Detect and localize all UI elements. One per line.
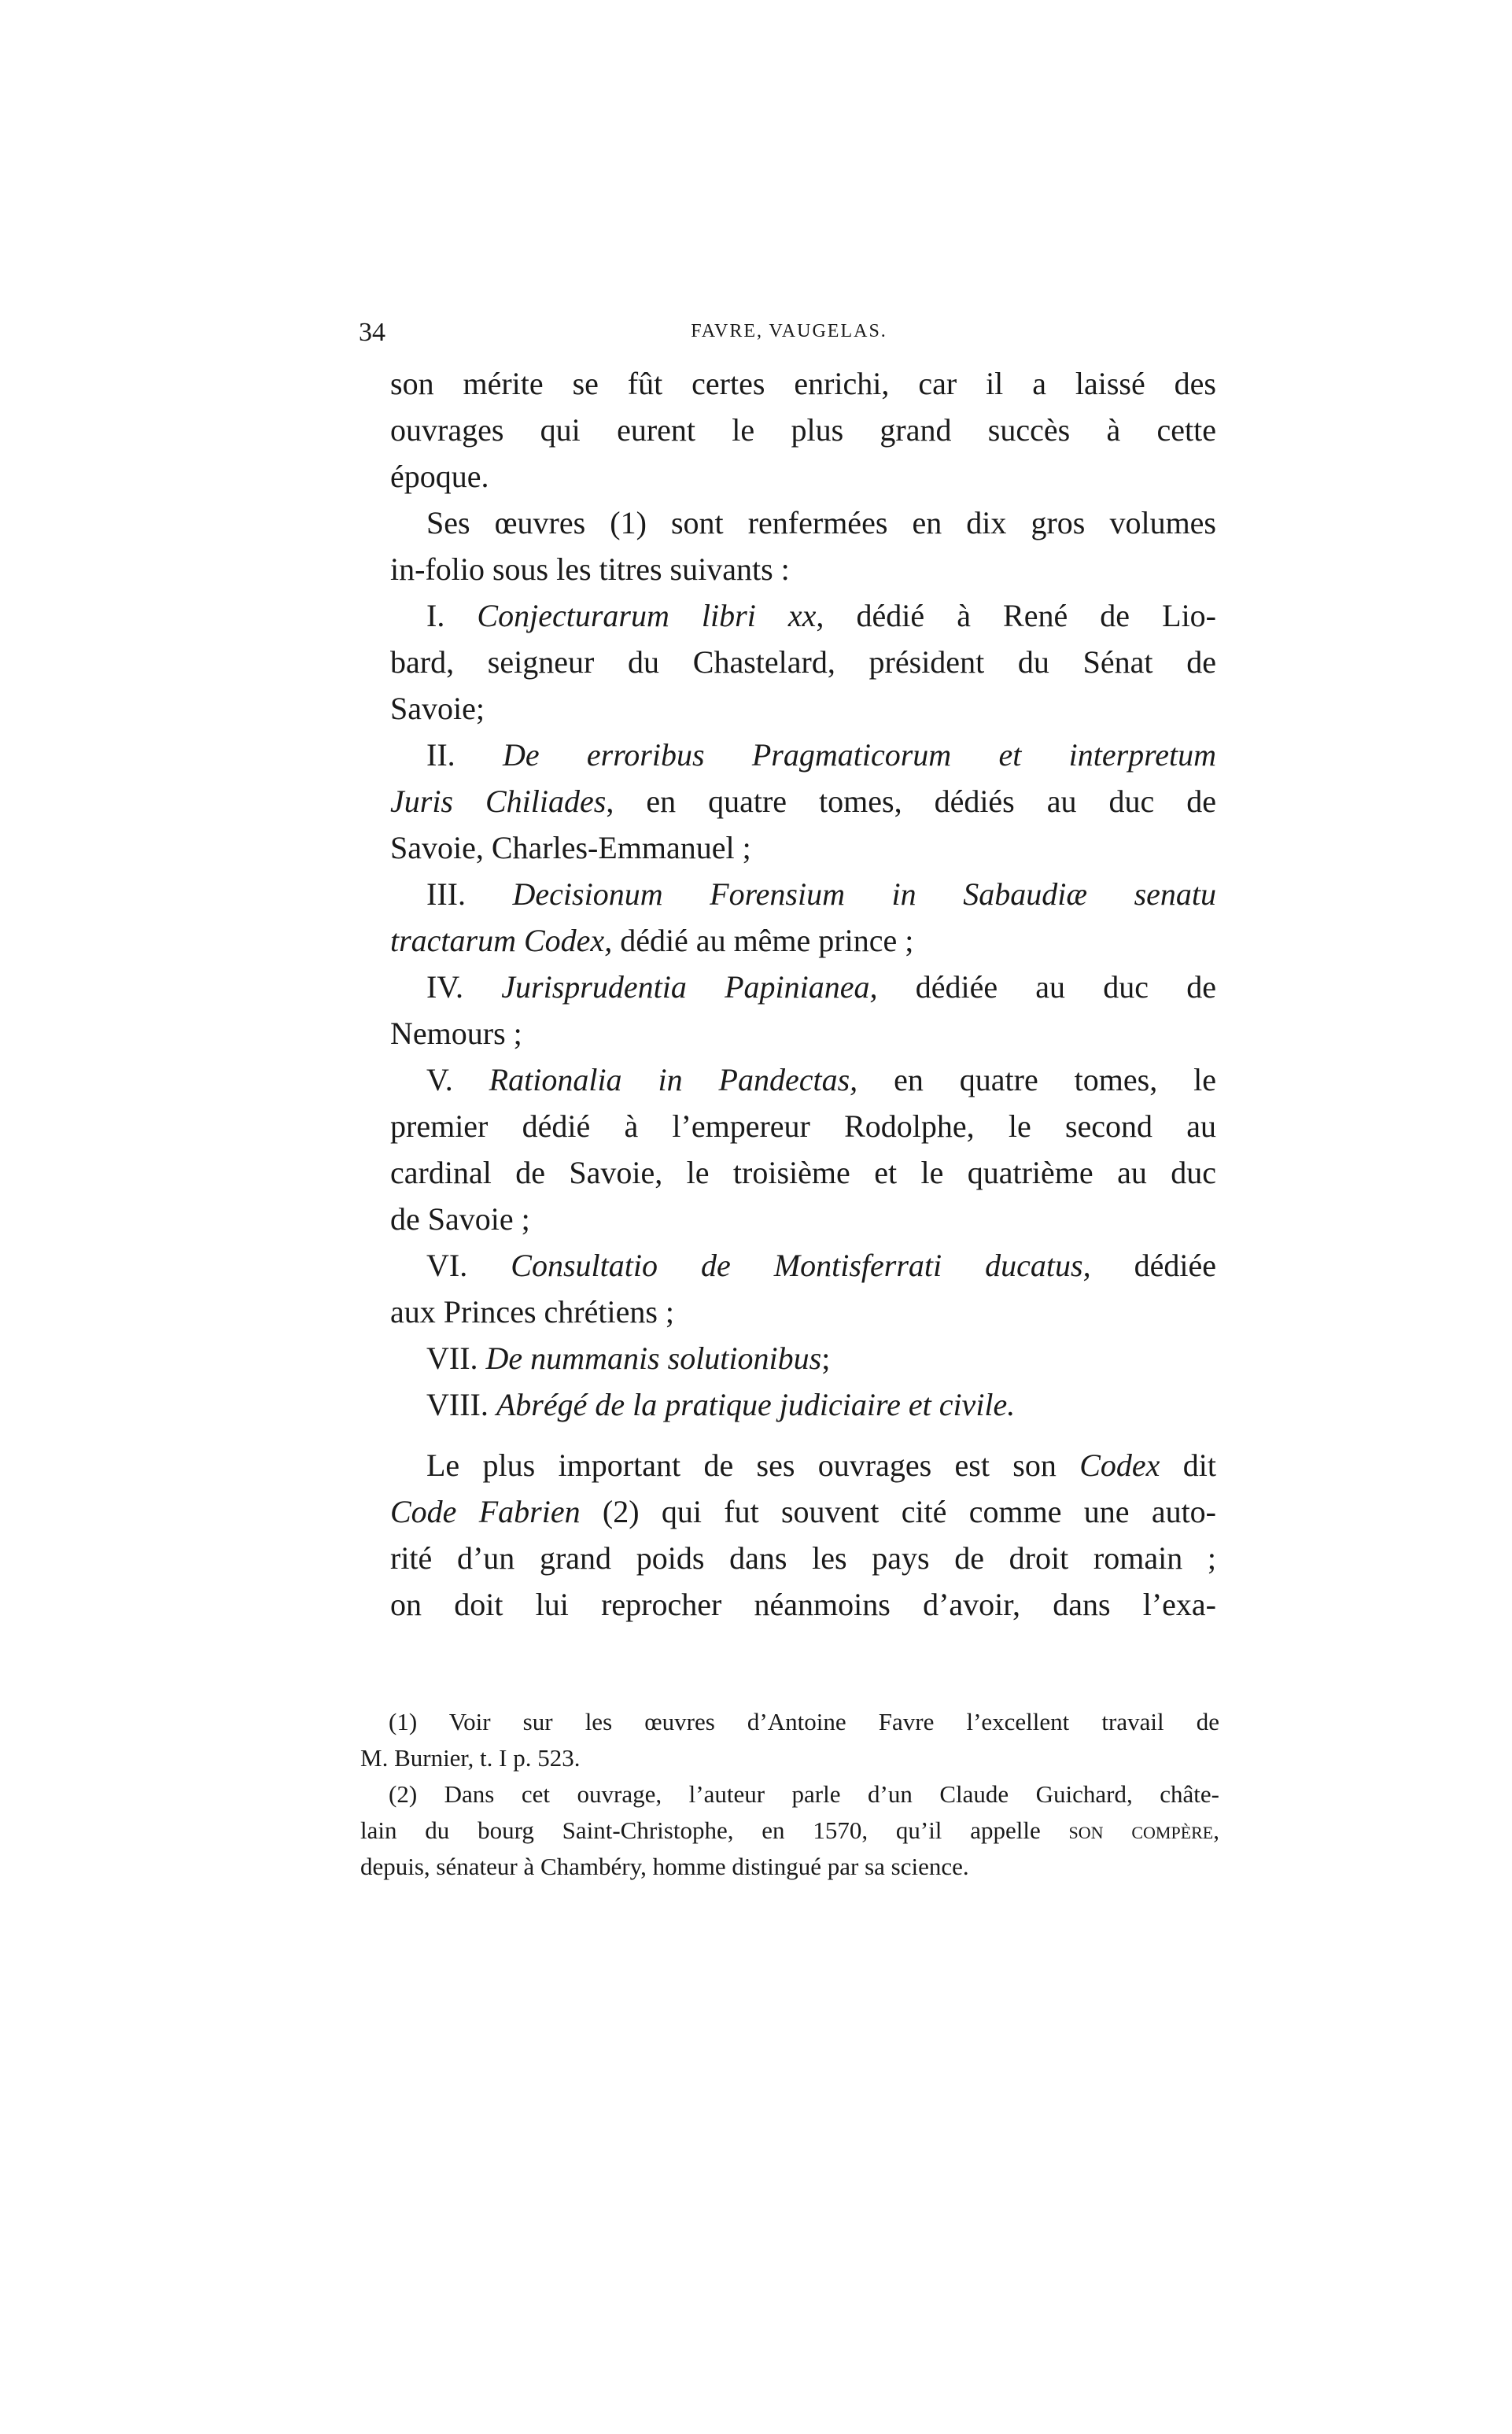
list-item: VII. De nummanis solutionibus; xyxy=(426,1341,831,1376)
text-line: ouvrages qui eurent le plus grand succès à cette xyxy=(390,412,1216,448)
text-line: on doit lui reprocher néanmoins d’avoir, dans l’exa- xyxy=(390,1587,1216,1622)
text-line: époque. xyxy=(390,459,489,494)
footnotes xyxy=(360,1704,1219,1885)
footnote-line: (1) Voir sur les œuvres d’Antoine Favre l’excellent travail de xyxy=(389,1708,1219,1735)
text-line: Code Fabrien (2) qui fut souvent cité comme une auto- xyxy=(390,1494,1216,1529)
list-item: IV. Jurisprudentia Papinianea, dédiée au duc de xyxy=(426,969,1216,1005)
footnote-line: lain du bourg Saint-Christophe, en 1570, qu’il appelle son compère, xyxy=(360,1816,1219,1844)
list-item: V. Rationalia in Pandectas, en quatre tomes, le xyxy=(426,1062,1216,1097)
text-line: Savoie; xyxy=(390,691,485,726)
work-title: De nummanis solutionibus xyxy=(485,1341,822,1376)
footnote-line: (2) Dans cet ouvrage, l’auteur parle d’un Claude Guichard, châte- xyxy=(389,1780,1219,1808)
text-line: son mérite se fût certes enrichi, car il a laissé des xyxy=(390,366,1216,401)
work-title: Juris Chiliades xyxy=(390,784,607,819)
list-item: VIII. Abrégé de la pratique judiciaire et civile. xyxy=(426,1387,1016,1422)
list-item: VI. Consultatio de Montisferrati ducatus, dédiée xyxy=(426,1248,1216,1283)
work-title: Jurisprudentia Papinianea, xyxy=(501,969,878,1005)
list-item: I. Conjecturarum libri xx, dédié à René de Lio- xyxy=(426,598,1216,633)
work-title: Decisionum Forensium in Sabaudiæ senatu xyxy=(512,876,1216,912)
main-text xyxy=(390,360,1216,1628)
text-line: Savoie, Charles-Emmanuel ; xyxy=(390,830,751,865)
text-line: rité d’un grand poids dans les pays de droit romain ; xyxy=(390,1540,1216,1576)
text-line: Ses œuvres (1) sont renfermées en dix gros volumes xyxy=(426,505,1216,540)
text-line: in-folio sous les titres suivants : xyxy=(390,551,790,587)
footnote-line: M. Burnier, t. I p. 523. xyxy=(360,1744,581,1772)
paragraph-gap xyxy=(390,1428,1216,1442)
text-line: Juris Chiliades, en quatre tomes, dédiés au duc de xyxy=(390,784,1216,819)
footnote-line: depuis, sénateur à Chambéry, homme distingué par sa science. xyxy=(360,1853,969,1880)
list-item: III. Decisionum Forensium in Sabaudiæ senatu xyxy=(426,876,1216,912)
list-item: II. De erroribus Pragmaticorum et interpretum xyxy=(426,737,1216,773)
work-title: Code Fabrien xyxy=(390,1494,581,1529)
text-line: premier dédié à l’empereur Rodolphe, le second au xyxy=(390,1108,1216,1144)
text-line: de Savoie ; xyxy=(390,1201,530,1237)
work-title: Rationalia in Pandectas, xyxy=(489,1062,858,1097)
small-caps-text: son compère xyxy=(1068,1816,1214,1844)
work-title: Conjecturarum libri xx xyxy=(477,598,817,633)
work-title: Codex xyxy=(1079,1447,1160,1483)
text-line: cardinal de Savoie, le troisième et le quatrième au duc xyxy=(390,1155,1216,1190)
work-title: De erroribus Pragmaticorum et interpretum xyxy=(502,737,1216,773)
text-line: Le plus important de ses ouvrages est son Codex dit xyxy=(426,1447,1216,1483)
text-line: Nemours ; xyxy=(390,1016,522,1051)
work-title: Consultatio de Montisferrati ducatus, xyxy=(511,1248,1091,1283)
text-line: tractarum Codex, dédié au même prince ; xyxy=(390,923,914,958)
page-header xyxy=(359,318,1219,352)
running-head: FAVRE, VAUGELAS. xyxy=(691,321,887,341)
work-title: Abrégé de la pratique judiciaire et civile. xyxy=(496,1387,1016,1422)
text-line: bard, seigneur du Chastelard, président du Sénat de xyxy=(390,644,1216,680)
text-line: aux Princes chrétiens ; xyxy=(390,1294,674,1329)
page-number: 34 xyxy=(359,318,385,347)
work-title: tractarum Codex, xyxy=(390,923,613,958)
